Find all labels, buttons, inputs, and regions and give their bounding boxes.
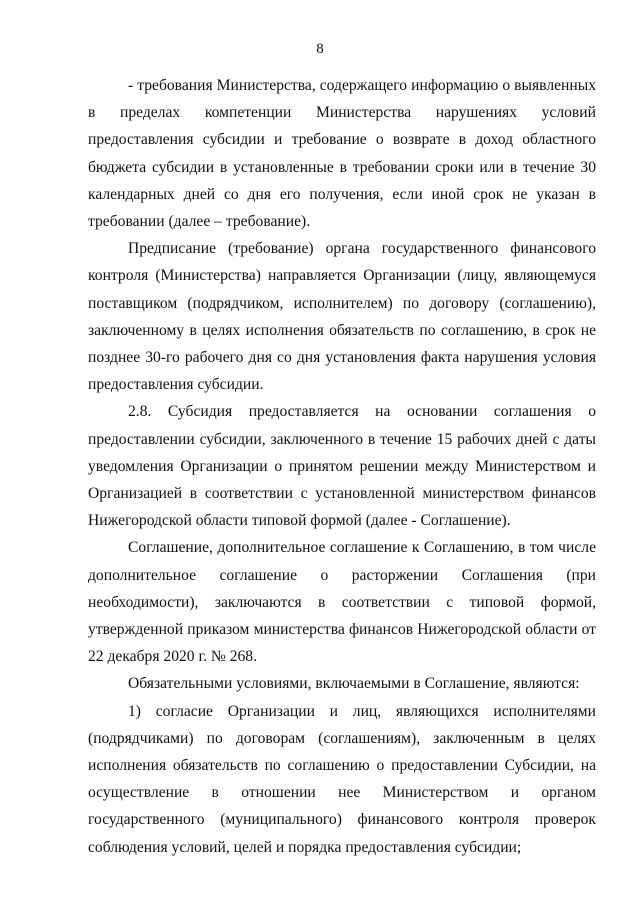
paragraph-agreement-forms: Соглашение, дополнительное соглашение к Соглашению, в том числе дополнительное соглашение о расторжении Соглашения (при необходимости), заключаются в соответствии с типовой формой, утвержденной приказом министерства финансов Нижегородской области от 22 декабря 2020 г. № 268.: [88, 539, 596, 666]
document-body: [88, 72, 596, 861]
paragraph-condition-1: 1) согласие Организации и лиц, являющихся исполнителями (подрядчиками) по договорам (соглашениям), заключенным в целях исполнения обязательств по соглашению о предоставлении Субсидии, на осуществление в отношении нее Министерством и органом государственного (муниципального) финансового контроля проверок соблюдения условий, целей и порядка предоставления субсидии;: [88, 702, 596, 856]
paragraph-requirement-definition: - требования Министерства, содержащего информацию о выявленных в пределах компетенции Министерства нарушениях условий предоставления субсидии и требование о возврате в доход областного бюджета субсидии в установленные в требовании сроки или в течение 30 календарных дней со дня его получения, если иной срок не указан в требовании (далее – требование).: [88, 77, 596, 231]
paragraph-prescription: Предписание (требование) органа государственного финансового контроля (Министерства) направляется Организации (лицу, являющемуся поставщиком (подрядчиком, исполнителем) по договору (соглашению), заключенному в целях исполнения обязательств по соглашению, в срок не позднее 30-го рабочего дня со дня установления факта нарушения условия предоставления субсидии.: [88, 240, 596, 394]
page-number: 8: [316, 41, 324, 57]
paragraph-clause-2-8: 2.8. Субсидия предоставляется на основании соглашения о предоставлении субсидии, заключенного в течение 15 рабочих дней с даты уведомления Организации о принятом решении между Министерством и Организацией в соответствии с установленной министерством финансов Нижегородской области типовой формой (далее - Соглашение).: [88, 403, 596, 530]
paragraph-mandatory-conditions: Обязательными условиями, включаемыми в Соглашение, являются:: [128, 675, 580, 693]
